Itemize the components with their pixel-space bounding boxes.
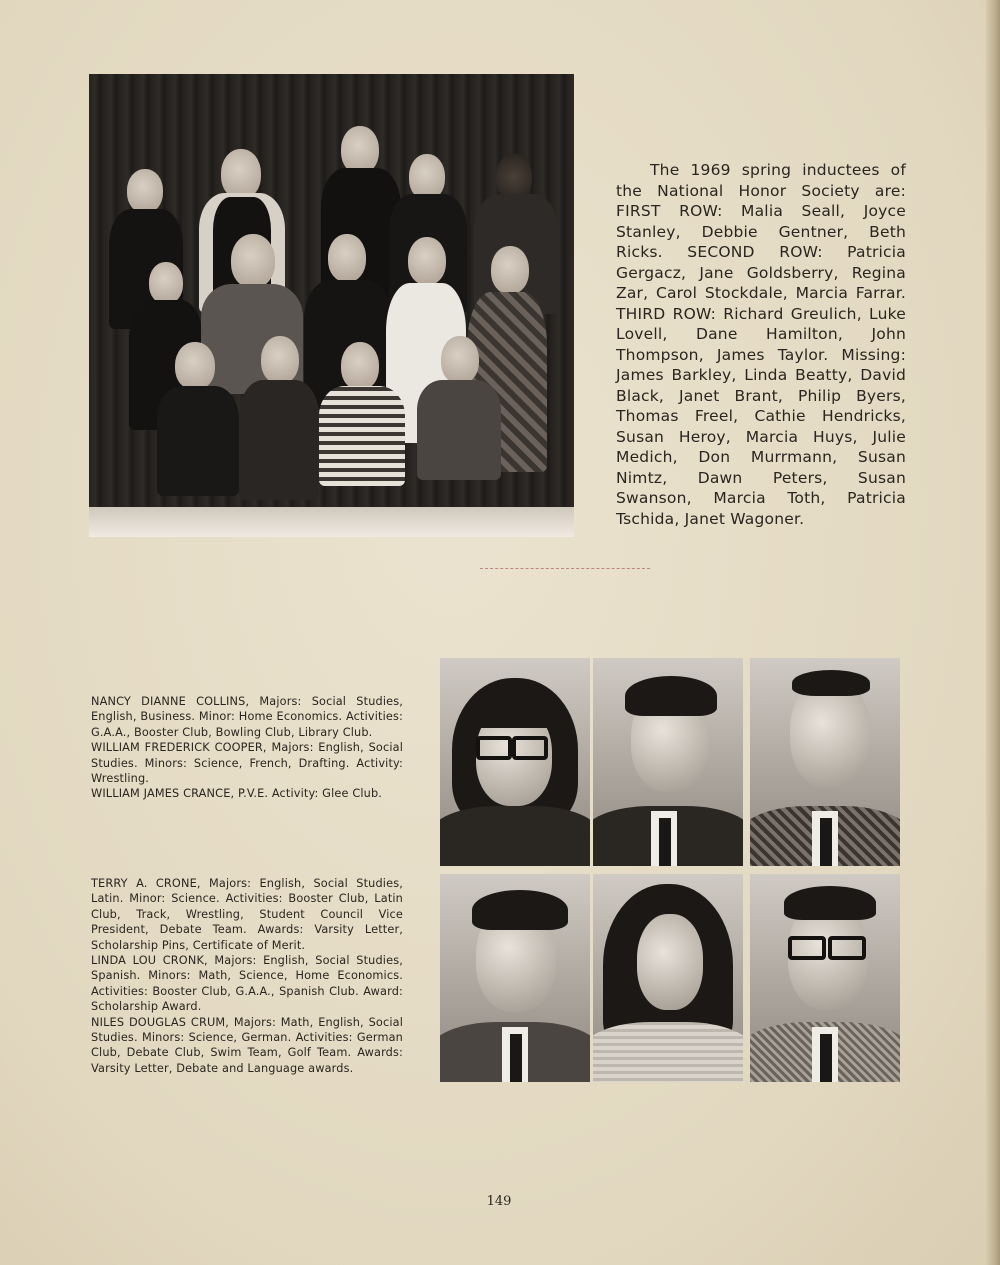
page-binding-edge bbox=[986, 0, 1000, 1265]
bio-entry: NANCY DIANNE COLLINS, Majors: Social Studies, English, Business. Minor: Home Economics. Activities: G.A.A., Booster Club, Bowling Club, Library Club. bbox=[91, 695, 403, 739]
bio-entry: WILLIAM JAMES CRANCE, P.V.E. Activity: Glee Club. bbox=[91, 787, 383, 801]
portrait-collins bbox=[440, 658, 590, 866]
portrait-cooper bbox=[593, 658, 743, 866]
stage-floor bbox=[89, 507, 574, 537]
page-number: 149 bbox=[486, 1194, 512, 1209]
divider-line bbox=[480, 568, 650, 571]
bio-entry: WILLIAM FREDERICK COOPER, Majors: English, Social Studies. Minors: Science, French, Drafting. Activity: Wrestling. bbox=[91, 741, 403, 786]
honor-society-group-photo bbox=[89, 74, 574, 537]
portrait-cronk bbox=[593, 874, 743, 1082]
portrait-crance bbox=[750, 658, 900, 866]
portrait-crone bbox=[440, 874, 590, 1082]
bio-entry: TERRY A. CRONE, Majors: English, Social Studies, Latin. Minor: Science. Activities: Booster Club, Latin Club, Track, Wrestling, Student Council Vice President, Debate Team. Awards: Varsity Letter, Scholarship Pins, Certificate of Merit. bbox=[91, 877, 403, 952]
bio-entry: NILES DOUGLAS CRUM, Majors: Math, English, Social Studies. Minors: Science, German. Activities: German Club, Debate Club, Swim Team, Golf Team. Awards: Varsity Letter, Debate and Language awards. bbox=[91, 1015, 403, 1075]
portrait-crum bbox=[750, 874, 900, 1082]
bio-block-bottom bbox=[91, 876, 403, 1076]
intro-caption: The 1969 spring inductees of the National Honor Society are: FIRST ROW: Malia Seall, Joyce Stanley, Debbie Gentner, Beth Ricks. SECOND ROW: Patricia Gergacz, Jane Goldsberry, Regina Zar, Carol Stockdale, Marcia Farrar. THIRD ROW: Richard Greulich, Luke Lovell, Dane Hamilton, John Thompson, James Taylor. Missing: James Barkley, Linda Beatty, David Black, Janet Brant, Philip Byers, Thomas Freel, Cathie Hendricks, Susan Heroy, Marcia Huys, Julie Medich, Don Murrmann, Susan Nimtz, Dawn Peters, Susan Swanson, Marcia Toth, Patricia Tschida, Janet Wagoner. bbox=[616, 161, 906, 528]
bio-entry: LINDA LOU CRONK, Majors: English, Social Studies, Spanish. Minors: Math, Science, Home Economics. Activities: Booster Club, G.A.A., Spanish Club. Award: Scholarship Award. bbox=[91, 954, 403, 1014]
bio-block-top bbox=[91, 694, 403, 802]
